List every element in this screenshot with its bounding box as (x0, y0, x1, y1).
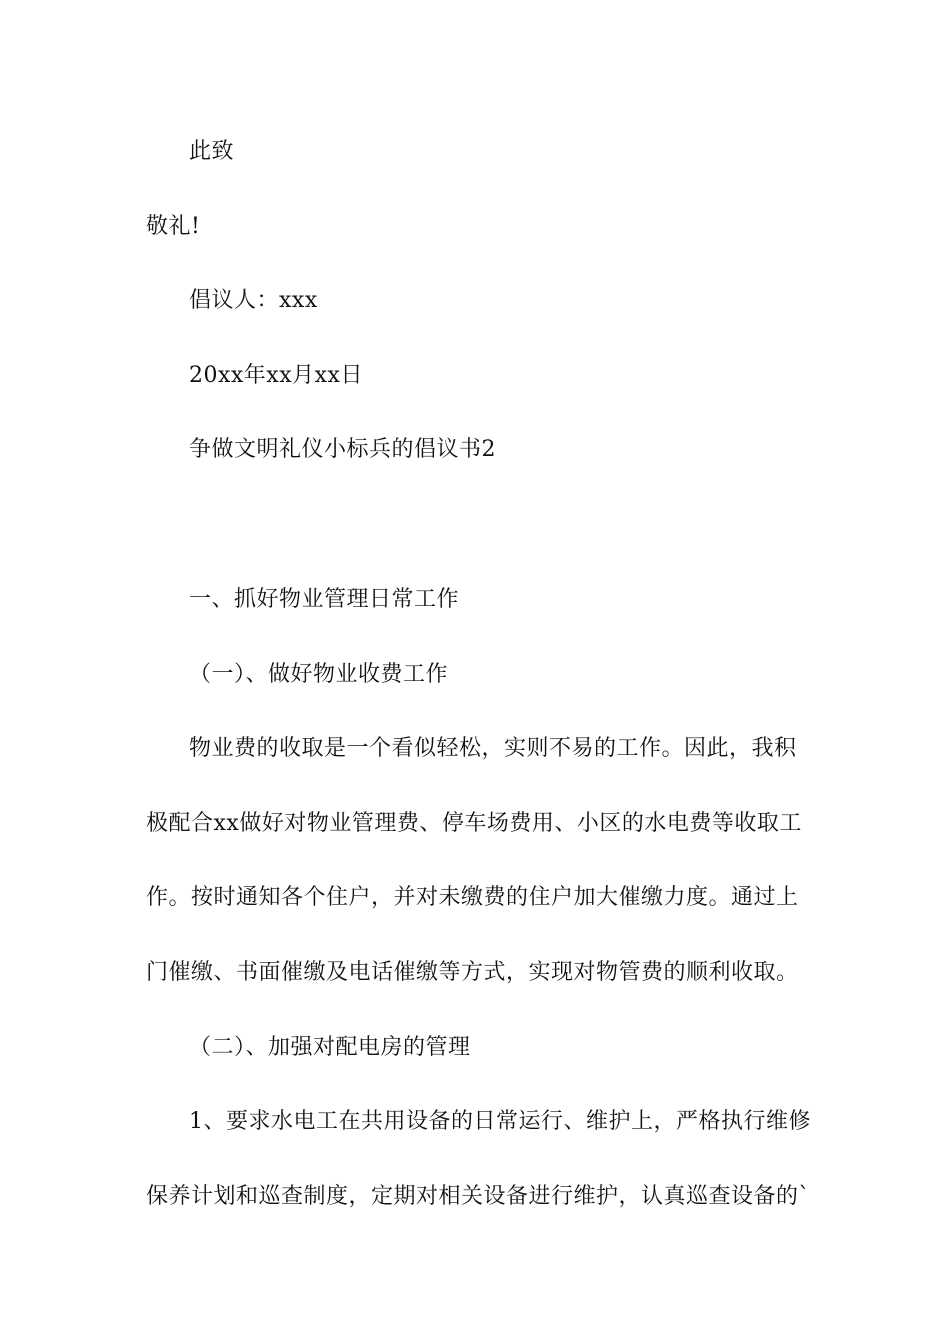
section-1-heading: 一、抓好物业管理日常工作 (189, 587, 460, 612)
date-line: 20xx年xx月xx日 (189, 363, 363, 388)
subsection-2-heading: （二）、加强对配电房的管理 (189, 1035, 471, 1060)
paragraph-1-line: 门催缴、书面催缴及电话催缴等方式，实现对物管费的顺利收取。 (146, 960, 799, 985)
closing-text: 此致 (189, 139, 235, 164)
paragraph-2-line: 1、要求水电工在共用设备的日常运行、维护上，严格执行维修 (189, 1109, 811, 1134)
subsection-1-heading: （一）、做好物业收费工作 (189, 662, 449, 687)
paragraph-1-line: 作。按时通知各个住户，并对未缴费的住户加大催缴力度。通过上 (146, 885, 799, 910)
paragraph-1-line: 极配合xx做好对物业管理费、停车场费用、小区的水电费等收取工 (146, 811, 802, 836)
salutation-text: 敬礼! (146, 214, 201, 239)
signer-line: 倡议人：xxx (189, 288, 318, 313)
paragraph-1-line: 物业费的收取是一个看似轻松，实则不易的工作。因此，我积 (189, 736, 797, 761)
paragraph-2-line: 保养计划和巡查制度，定期对相关设备进行维护，认真巡查设备的` (146, 1184, 811, 1209)
document-title: 争做文明礼仪小标兵的倡议书2 (189, 437, 496, 462)
